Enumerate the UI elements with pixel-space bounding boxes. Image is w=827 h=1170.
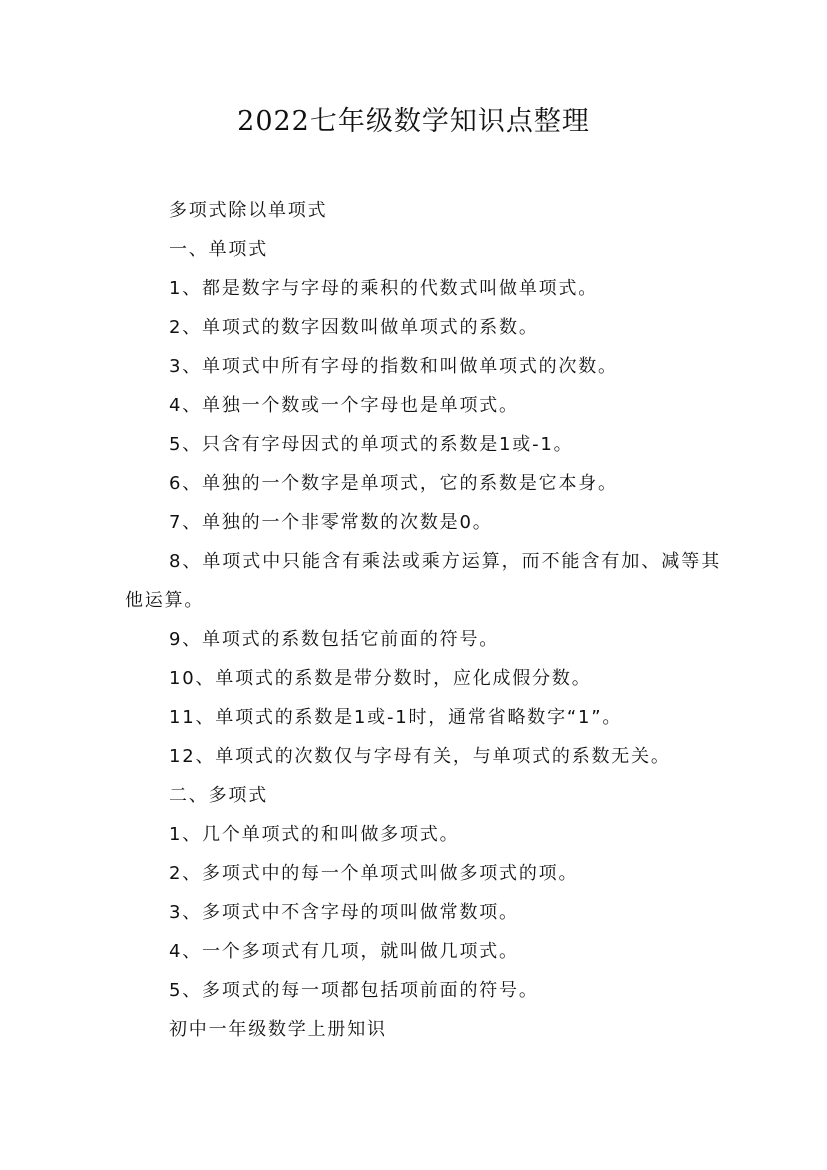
paragraph-line: 3、单项式中所有字母的指数和叫做单项式的次数。 — [169, 356, 618, 377]
section-heading: 初中一年级数学上册知识 — [169, 1019, 387, 1040]
section-heading: 二、多项式 — [169, 785, 268, 806]
paragraph-line: 12、单项式的次数仅与字母有关，与单项式的系数无关。 — [169, 746, 671, 767]
section-heading: 一、单项式 — [169, 239, 268, 260]
paragraph-line: 1、都是数字与字母的乘积的代数式叫做单项式。 — [169, 278, 599, 299]
paragraph-line: 9、单项式的系数包括它前面的符号。 — [169, 629, 500, 650]
paragraph-line: 2、多项式中的每一个单项式叫做多项式的项。 — [169, 863, 579, 884]
paragraph-line: 4、单独一个数或一个字母也是单项式。 — [169, 395, 519, 416]
paragraph-line: 10、单项式的系数是带分数时，应化成假分数。 — [169, 668, 592, 689]
paragraph-line: 2、单项式的数字因数叫做单项式的系数。 — [169, 317, 539, 338]
paragraph-line: 3、多项式中不含字母的项叫做常数项。 — [169, 902, 519, 923]
paragraph-line: 1、几个单项式的和叫做多项式。 — [169, 824, 460, 845]
paragraph-line: 7、单独的一个非零常数的次数是0。 — [169, 512, 493, 533]
paragraph-line: 11、单项式的系数是1或-1时，通常省略数字“1”。 — [169, 707, 623, 728]
paragraph-line: 6、单独的一个数字是单项式，它的系数是它本身。 — [169, 473, 618, 494]
document-body — [125, 191, 721, 1049]
document-title: 2022七年级数学知识点整理 — [237, 106, 590, 137]
section-heading: 多项式除以单项式 — [169, 200, 328, 221]
paragraph-line: 5、多项式的每一项都包括项前面的符号。 — [169, 980, 539, 1001]
paragraph-line: 8、单项式中只能含有乘法或乘方运算，而不能含有加、减等其他运算。 — [125, 551, 721, 611]
paragraph-line: 5、只含有字母因式的单项式的系数是1或-1。 — [169, 434, 574, 455]
paragraph-line: 4、一个多项式有几项，就叫做几项式。 — [169, 941, 519, 962]
